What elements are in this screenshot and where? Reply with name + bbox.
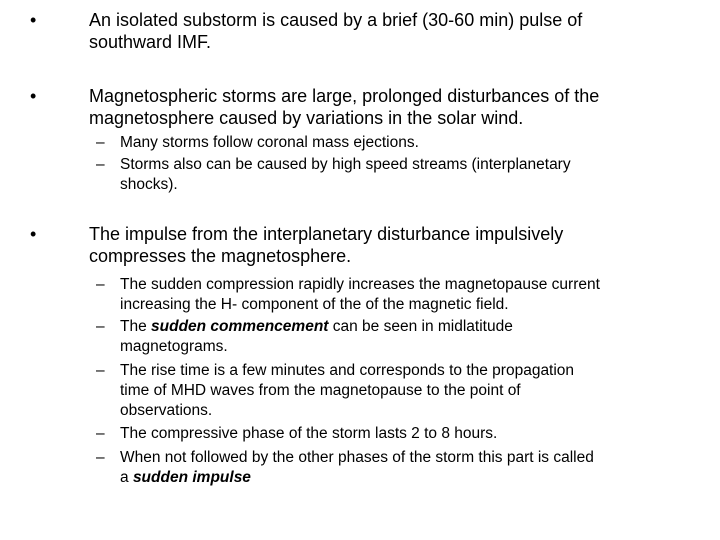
- bullet-magnetospheric-storms: [30, 85, 690, 129]
- sub-bullet-marker: –: [96, 362, 105, 379]
- text-line: The impulse from the interplanetary disturbance impulsively: [89, 224, 564, 244]
- text-run: a: [120, 469, 133, 486]
- text-run: can be seen in midlatitude: [328, 318, 513, 335]
- sub-bullet-marker: –: [96, 425, 105, 442]
- sub-bullet-text: [120, 424, 700, 444]
- text-line: The rise time is a few minutes and corresponds to the propagation: [120, 362, 575, 379]
- text-line: When not followed by the other phases of the storm this part is called: [120, 449, 594, 466]
- bullet-text: [89, 9, 689, 53]
- sub-bullet-text: [120, 361, 700, 421]
- text-line: increasing the H- component of the of the magnetic field.: [120, 296, 509, 313]
- sub-bullet-marker: –: [96, 449, 105, 466]
- sub-bullet-rise-time: [96, 361, 706, 421]
- sub-bullet-high-speed-streams: [96, 155, 706, 195]
- text-line: [120, 468, 700, 488]
- sub-bullet-cme: [96, 133, 706, 153]
- text-line: The sudden compression rapidly increases the magnetopause current: [120, 276, 600, 293]
- sub-bullet-marker: –: [96, 318, 105, 335]
- sub-bullet-text: [120, 155, 700, 195]
- bullet-text: [89, 85, 689, 129]
- bullet-marker: •: [30, 86, 37, 106]
- sub-bullet-compressive-phase: [96, 424, 706, 444]
- sub-bullet-text: [120, 317, 700, 357]
- text-line: Magnetospheric storms are large, prolonged disturbances of the: [89, 86, 600, 106]
- text-line: time of MHD waves from the magnetopause to the point of: [120, 382, 521, 399]
- emphasized-term: sudden impulse: [132, 469, 251, 486]
- text-line: Many storms follow coronal mass ejections.: [120, 134, 419, 151]
- text-line: The compressive phase of the storm lasts 2 to 8 hours.: [120, 425, 498, 442]
- sub-bullet-sudden-commencement: [96, 317, 706, 357]
- bullet-marker: •: [30, 10, 37, 30]
- text-line: magnetograms.: [120, 338, 228, 355]
- bullet-substorm: [30, 9, 690, 53]
- text-line: An isolated substorm is caused by a brief (30-60 min) pulse of: [89, 10, 583, 30]
- text-line: compresses the magnetosphere.: [89, 246, 352, 266]
- text-line: magnetosphere caused by variations in the solar wind.: [89, 108, 524, 128]
- bullet-marker: •: [30, 224, 37, 244]
- sub-bullet-text: [120, 448, 700, 488]
- sub-bullet-text: [120, 275, 716, 315]
- sub-bullet-text: [120, 133, 700, 153]
- sub-bullet-marker: –: [96, 276, 105, 293]
- text-line: observations.: [120, 402, 213, 419]
- text-line: Storms also can be caused by high speed streams (interplanetary: [120, 156, 571, 173]
- sub-bullet-marker: –: [96, 134, 105, 151]
- bullet-impulse: [30, 223, 690, 267]
- sub-bullet-sudden-compression: [96, 275, 716, 315]
- sub-bullet-marker: –: [96, 156, 105, 173]
- text-line: [120, 317, 700, 337]
- text-line: shocks).: [120, 176, 178, 193]
- sub-bullet-sudden-impulse: [96, 448, 706, 488]
- bullet-text: [89, 223, 689, 267]
- emphasized-term: sudden commencement: [151, 318, 329, 335]
- text-line: southward IMF.: [89, 32, 212, 52]
- text-run: The: [120, 318, 152, 335]
